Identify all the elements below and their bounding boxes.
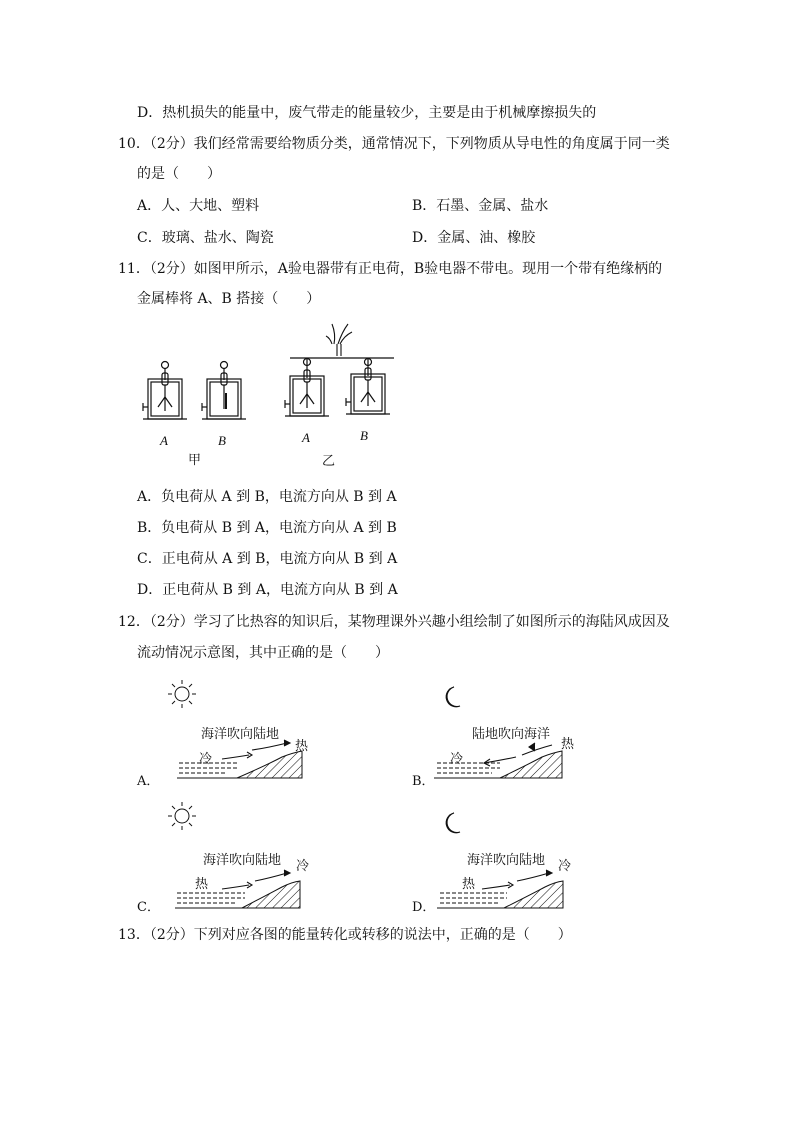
diagram-b-letter: B．: [412, 774, 435, 789]
wind-arrow-icon: [222, 870, 290, 889]
label-b-jia: B: [218, 433, 226, 448]
diagram-b-caption: 陆地吹向海洋: [472, 727, 551, 742]
sea-land-breeze-diagram-c: [137, 797, 317, 917]
land-slope: [437, 881, 563, 908]
electroscope-pair-yi-drawing: [282, 318, 412, 478]
diagram-d-caption: 海洋吹向陆地: [467, 853, 546, 868]
diagram-c-sea-word: 热: [195, 877, 209, 892]
moon-icon: [446, 687, 460, 707]
q12-stem-line2: 流动情况示意图，其中正确的是（ ）: [137, 645, 389, 661]
insulated-handle-icon: [326, 324, 352, 356]
q11-option-b: B．负电荷从 B 到 A，电流方向从 A 到 B: [137, 520, 397, 536]
q10-option-c: C．玻璃、盐水、陶瓷: [137, 230, 274, 246]
diagram-b-sea-word: 冷: [450, 752, 464, 767]
q12-stem-line1: 12．（2分）学习了比热容的知识后，某物理课外兴趣小组绘制了如图所示的海陆风成因及: [118, 614, 670, 630]
q10-stem-line2: 的是（ ）: [137, 166, 221, 182]
q9-option-d: D．热机损失的能量中，废气带走的能量较少，主要是由于机械摩擦损失的: [137, 105, 597, 121]
sea-land-breeze-diagram-b: [412, 675, 592, 795]
q10-option-a: A．人、大地、塑料: [137, 198, 260, 214]
q11-stem-line1: 11．（2分）如图甲所示，A验电器带有正电荷，B验电器不带电。现用一个带有绝缘柄的: [118, 261, 663, 277]
sea-surface: [440, 893, 507, 903]
electroscope-figure-jia: [140, 355, 270, 475]
sun-icon: [168, 802, 196, 830]
diagram-d-sea-word: 热: [462, 877, 476, 892]
diagram-a-letter: A．: [137, 774, 160, 789]
sea-surface: [437, 763, 500, 773]
caption-yi: 乙: [322, 454, 336, 469]
electroscope-b-jia: [202, 362, 246, 420]
sea-surface: [177, 893, 245, 903]
label-a-jia: A: [160, 433, 168, 448]
diagram-c-letter: C．: [137, 900, 160, 915]
q11-stem-line2: 金属棒将 A、B 搭接（ ）: [137, 291, 321, 307]
sun-icon: [168, 680, 196, 708]
label-b-yi: B: [360, 428, 368, 443]
q10-stem-line1: 10．（2分）我们经常需要给物质分类，通常情况下，下列物质从导电性的角度属于同一类: [118, 136, 670, 152]
q11-option-d: D．正电荷从 B 到 A，电流方向从 B 到 A: [137, 582, 398, 598]
diagram-a-land-word: 热: [295, 739, 309, 754]
land-slope: [177, 751, 302, 778]
q11-option-a: A．负电荷从 A 到 B，电流方向从 B 到 A: [137, 489, 397, 505]
electroscope-figure-yi: [282, 318, 412, 478]
diagram-d-land-word: 冷: [558, 859, 572, 874]
diagram-c-caption: 海洋吹向陆地: [203, 853, 282, 868]
sea-land-breeze-diagram-a: [137, 675, 317, 795]
q11-option-c: C．正电荷从 A 到 B，电流方向从 B 到 A: [137, 551, 398, 567]
q10-option-d: D．金属、油、橡胶: [412, 230, 536, 246]
electroscope-a-jia: [143, 362, 187, 420]
wind-arrow-icon: [482, 870, 552, 889]
diagram-d-letter: D．: [412, 900, 436, 915]
moon-icon: [446, 813, 460, 833]
q10-option-b: B．石墨、金属、盐水: [412, 198, 549, 214]
diagram-b-land-word: 热: [561, 737, 575, 752]
diagram-a-sea-word: 冷: [199, 752, 213, 767]
electroscope-b-yi: [346, 358, 390, 414]
q13-stem-line1: 13．（2分）下列对应各图的能量转化或转移的说法中，正确的是（ ）: [118, 927, 572, 943]
sea-land-breeze-diagram-d: [412, 797, 592, 917]
diagram-c-land-word: 冷: [296, 859, 310, 874]
land-slope: [175, 881, 300, 908]
label-a-yi: A: [302, 430, 310, 445]
diagram-a-caption: 海洋吹向陆地: [201, 727, 280, 742]
electroscope-pair-jia-drawing: [140, 355, 270, 475]
electroscope-a-yi: [285, 358, 329, 416]
caption-jia: 甲: [188, 453, 202, 468]
